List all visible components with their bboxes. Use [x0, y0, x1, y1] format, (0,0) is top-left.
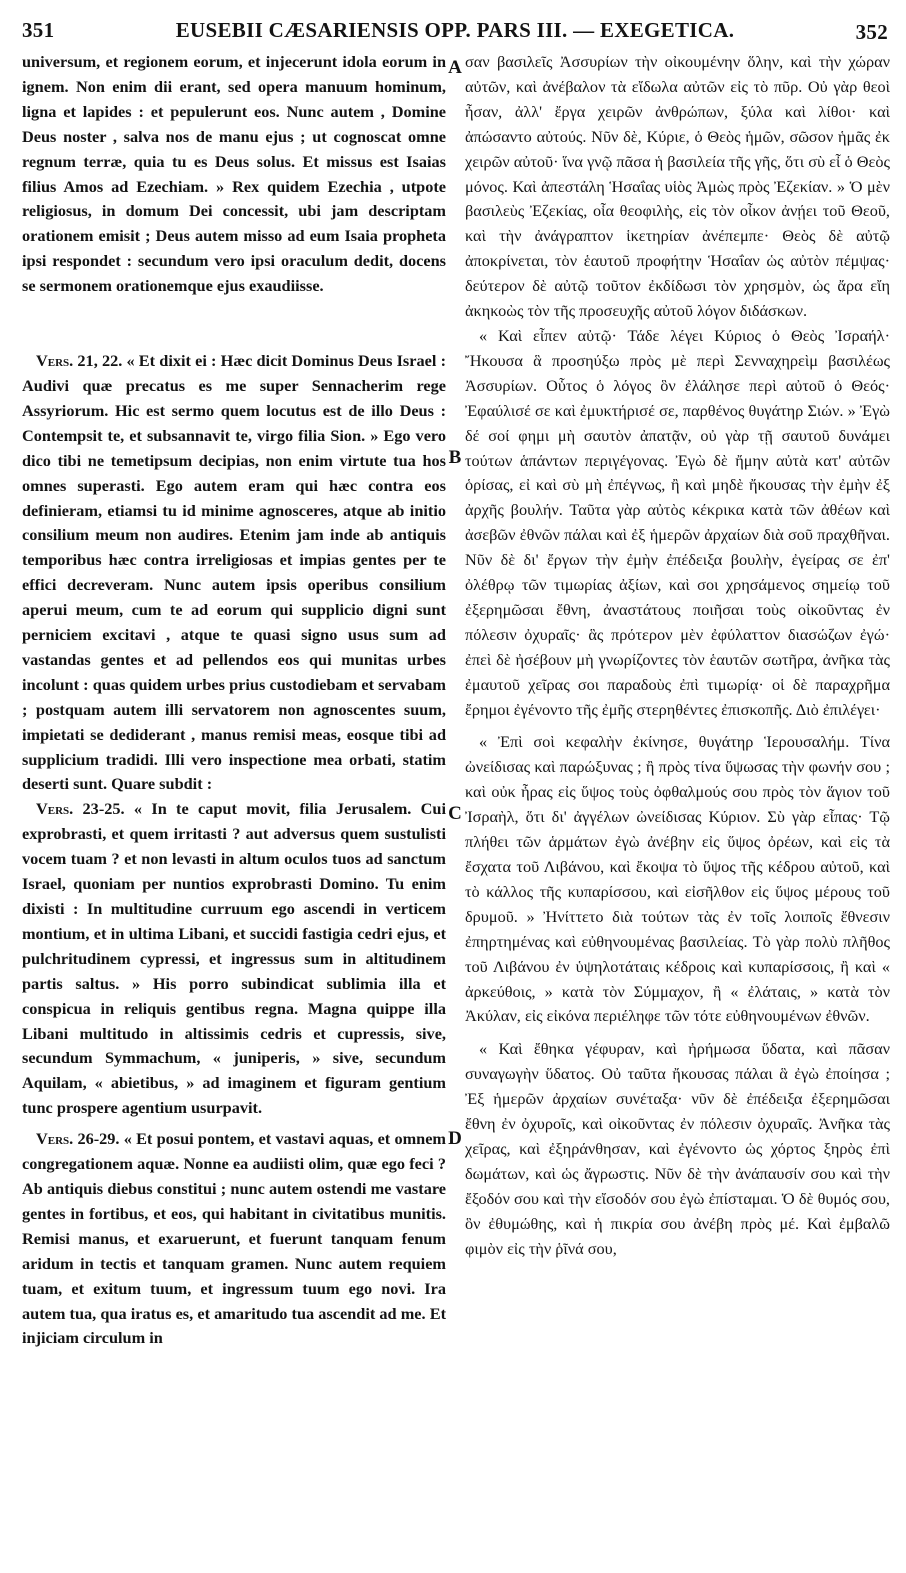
- running-header: [22, 14, 888, 46]
- margin-letter-b: B: [448, 447, 462, 468]
- greek-paragraph-3: « Ἐπὶ σοὶ κεφαλὴν ἐκίνησε, θυγάτηρ Ἱερουσαλήμ. Τίνα ὠνείδισας καὶ παρώξυνας ; ἢ πρὸς τίνα ὕψωσας τὴν φωνήν σου ; καὶ οὐκ ἦρας εἰς ὕψος τοὺς ὀφθαλμούς σου πρὸς τὸν ἅγιον τοῦ Ἰσραὴλ, ὅτι δι' ἀγγέλων ὠνείδισας Κύριον. Σὺ γὰρ εἶπας· Τῷ πλήθει τῶν ἁρμάτων ἐγὼ ἀνέβην εἰς ὕψος ὀρέων, καὶ εἰς τὰ ἔσχατα τοῦ Λιβάνου, καὶ ἔκοψα τὸ ὕψος τῆς κέδρου αὐτοῦ, καὶ τὸ κάλλος τῆς κυπαρίσσου, καὶ εἰσῆλθον εἰς ὕψος μέρους τοῦ δρυμοῦ. » Ἠνίττετο διὰ τούτων τὰς ἐν τοῖς λοιποῖς ἔθνεσιν ἐπηρτημένας καὶ εὐθηνουμένας βασιλείας. Τὸ γὰρ πολὺ πλῆθος τοῦ Λιβάνου ἐν ὑψηλοτάταις κέδροις καὶ κυπαρίσσοις, ἢ καὶ « ἀρκεύθοις, » κατὰ τὸν Σύμμαχον, ἢ « ἐλάταις, » κατὰ τὸν Ἀκύλαν, εἰς εἰκόνα περιέληφε τῶν τότε εὐθηνουμένων ἐθνῶν.: [465, 732, 890, 1026]
- latin-paragraph-2: [22, 349, 446, 797]
- verse-label: Vers. 23-25.: [36, 799, 125, 819]
- verse-label: Vers. 26-29.: [36, 1129, 120, 1149]
- latin-paragraph-2-text: « Et dixit ei : Hæc dicit Dominus Deus Israel : Audivi quæ precatus es me super Sennacherim rege Assyriorum. Hic est sermo quem locutus est de illo Deus : Contempsit te, et subsannavit te, virgo filia Sion. » Ego vero dico tibi ne temetipsum decipias, non enim virtute tua hos omnes superasti. Ego autem eram qui hæc contra eos definieram, etiamsi tu id minime agnosceres, atque ab initio consilium meum non audires. Etenim jam inde ab antiquis temporibus hæc contra irreligiosas et impias gentes per te effici decreveram. Nunc autem ipsis operibus consilium aperui meum, cum te ad eorum qui supplicio digni sunt perniciem excitavi , atque te quasi signo usus sum ad vastandas gentes et ad pellendos eos qui munitas urbes incolunt : quas quidem urbes prius custodiebam et servabam ; postquam autem illi servatorem non agnoscentes suum, impietati se dediderant , manus remisi meas, eosque tibi ad supplicium tradidi. Illi vero inspectione mea orbati, statim deserti sunt. Quare subdit :: [22, 351, 446, 794]
- greek-paragraph-4: « Καὶ ἔθηκα γέφυραν, καὶ ἠρήμωσα ὕδατα, καὶ πᾶσαν συναγωγὴν ὕδατος. Οὐ ταῦτα ἤκουσας πάλαι ἃ ἐγὼ ἐποίησα ; Ἐξ ἡμερῶν ἀρχαίων συνέταξα· νῦν δὲ ἐπέδειξα ἐξερημῶσαι ἔθνη ἐν ὀχυροῖς, καὶ οἰκοῦντας ἐν πόλεσιν ὀχυραῖς. Ἀνῆκα τὰς χεῖρας, καὶ ἐξηράνθησαν, καὶ ἐγένοντο ὡς χόρτος ξηρὸς ἐπὶ δωμάτων, καὶ ὡς ἄγρωστις. Νῦν δὲ τὴν ἀνάπαυσίν σου καὶ τὴν ἔξοδόν σου καὶ τὴν εἴσοδόν σου ἐγὼ ἐπίσταμαι. Ὁ δὲ θυμός σου, ὃν ἐθυμώθης, καὶ ἡ πικρία σου ἀνέβη πρὸς μέ. Καὶ ἐμβαλῶ φιμὸν εἰς τὴν ῥῖνά σου,: [465, 1039, 890, 1258]
- column-divider: [455, 48, 456, 1508]
- greek-paragraph-1: σαν βασιλεῖς Ἀσσυρίων τὴν οἰκουμένην ὅλην, καὶ τὴν χώραν αὐτῶν, καὶ ἀνέβαλον τὰ εἴδωλα αὐτῶν εἰς τὸ πῦρ. Οὐ γὰρ θεοὶ ἦσαν, ἀλλ' ἔργα χειρῶν ἀνθρώπων, ξύλα καὶ λίθοι· καὶ ἀπώσαντο αὐτούς. Νῦν δὲ, Κύριε, ὁ Θεὸς ἡμῶν, σῶσον ἡμᾶς ἐκ χειρῶν αὐτοῦ· ἵνα γνῷ πᾶσα ἡ βασιλεία τῆς γῆς, ὅτι σὺ εἶ ὁ Θεὸς μόνος. Καὶ ἀπεστάλη Ἡσαΐας υἱὸς Ἀμὼς πρὸς Ἐζεκίαν. » Ὁ μὲν βασιλεὺς Ἐζεκίας, οἷα θεοφιλὴς, εἰς τὸν οἶκον ἀνῄει τοῦ Θεοῦ, καὶ τὴν ἀνάγραπτον ἱκετηρίαν ἀνέπεμπε· Θεὸς δὲ αὐτῷ ἀποκρίνεται, τὸν ἑαυτοῦ προφήτην Ἡσαΐαν ὡς αὐτὸν πέμψας· δεύτερον δὲ αὐτῷ τοῦτον ἐκδίδωσι τὸν χρησμὸν, ὡς ἄρα εἴη ἀκηκοὼς τὸν τῆς προσευχῆς αὐτοῦ λόγον διδάσκων.: [465, 52, 890, 321]
- page-number-left: 351: [22, 18, 55, 42]
- margin-letter-a: A: [448, 57, 462, 78]
- latin-paragraph-1: universum, et regionem eorum, et injecerunt idola eorum in ignem. Non enim dii erant, sed opera manuum hominum, ligna et lapides : et pepulerunt eos. Nunc autem , Domine Deus noster , salva nos de manu ejus ; ut cognoscat omne regnum terræ, quia tu es Deus solus. Et missus est Isaias filius Amos ad Ezechiam. » Rex quidem Ezechia , utpote religiosus, in domum Dei concessit, ubi jam descriptam orationem emisit ; Deus autem misso ad eum Isaia propheta ipsi respondet : secundum vero ipsi oraculum dedit, docens se sermonem orationemque ejus exaudiisse.: [22, 52, 446, 296]
- latin-paragraph-4: [22, 1127, 446, 1351]
- margin-letter-d: D: [448, 1128, 462, 1149]
- margin-letter-c: C: [448, 803, 462, 824]
- latin-column: [22, 50, 446, 1351]
- running-title: EUSEBII CÆSARIENSIS OPP. PARS III. — EXEGETICA.: [175, 18, 735, 42]
- greek-column: [465, 50, 890, 1262]
- page-number-right: 352: [855, 20, 888, 44]
- greek-paragraph-2: « Καὶ εἶπεν αὐτῷ· Τάδε λέγει Κύριος ὁ Θεὸς Ἰσραήλ· Ἤκουσα ἃ προσηύξω πρὸς μὲ περὶ Σενναχηρεὶμ βασιλέως Ἀσσυρίων. Οὗτος ὁ λόγος ὃν ἐλάλησε περὶ αὐτοῦ ὁ Θεός· Ἐφαύλισέ σε καὶ ἐμυκτήρισέ σε, παρθένος θυγάτηρ Σιών. » Ἐγὼ δέ σοί φημι μὴ σαυτὸν ἀπατᾷν, οὐ γὰρ τῇ σαυτοῦ δυνάμει τούτων ἁπάντων περιγέγονας. Ἐγὼ δὲ ἤμην αὐτὰ κατ' αὐτῶν ὁρίσας, εἰ καὶ σὺ μὴ ἐπέγνως, ἢ καὶ μηδὲ ἤκουσας τὴν ἐμὴν ἐξ ἀρχῆς βουλήν. Ταῦτα γὰρ αὐτὸς κέκρικα κατὰ τῶν ἀθέων καὶ ἀσεβῶν ἐθνῶν πάλαι καὶ ἐξ ἡμερῶν ἀρχαίων διὰ σοῦ πραχθῆναι. Νῦν δὲ δι' ἔργων τὴν ἐμὴν ἐπέδειξα βουλὴν, ἐγείρας σε ἐπ' ὀλέθρῳ τῶν τιμωρίας ἀξίων, καὶ σοι χρησάμενος σημείῳ τοῦ ἐξερημῶσαι ἔθνη, ἀναστάτους ποιῆσαι τοὺς οἰκοῦντας ἐν πόλεσιν ὀχυραῖς· ἃς πρότερον μὲν ἐφύλαττον διασώζων ἐγώ· ἐπεὶ δὲ ἠσέβουν μὴ γνωρίζοντες τὸν ἑαυτῶν σωτῆρα, ἀνῆκα τὰς ἐμαυτοῦ χεῖρας σοι παραδοὺς ἐπὶ τιμωρίᾳ· οἱ δὲ παραχρῆμα ἔρημοι ἐγένοντο τῆς ἐμῆς στερηθέντες ἐπισκοπῆς. Διὸ ἐπιλέγει·: [465, 325, 890, 719]
- latin-paragraph-3-text: « In te caput movit, filia Jerusalem. Cui exprobrasti, et quem irritasti ? aut adversus quem sustulisti vocem tuam ? et non levasti in altum oculos tuos ad sanctum Israel, quoniam per nuntios exprobrasti Domino. Tu enim dixisti : In multitudine curruum ego ascendi in verticem montium, et in ultima Libani, et succidi fastigia cedri ejus, et pulchritudinem cypressi, et ingressus sum in altitudinem partis saltus. » His porro subindicat sublimia illa et conspicua in reliquis gentibus regna. Magna quippe illa Libani multitudo in altissimis cedris et cupressis, sive, secundum Symmachum, « juniperis, » sive, secundum Aquilam, « abietibus, » ad imaginem et figuram gentium tunc prospere agentium usurpavit.: [22, 799, 446, 1118]
- verse-label: Vers. 21, 22.: [36, 351, 123, 371]
- latin-paragraph-3: [22, 797, 446, 1121]
- latin-paragraph-4-text: « Et posui pontem, et vastavi aquas, et omnem congregationem aquæ. Nonne ea audiisti olim, quæ ego feci ? Ab antiquis diebus constitui ; nunc autem ostendi me vastare gentes in fortibus, et eos, qui habitant in civitatibus munitis. Remisi manus, et exaruerunt, et fuerunt tanquam fenum aridum in tectis et tanquam gramen. Nunc autem requiem tuam, et exitum tuum, et ingressum tuum ego novi. Ira autem tua, qua iratus es, et amaritudo tua ascendit ad me. Et injiciam circulum in: [22, 1129, 446, 1348]
